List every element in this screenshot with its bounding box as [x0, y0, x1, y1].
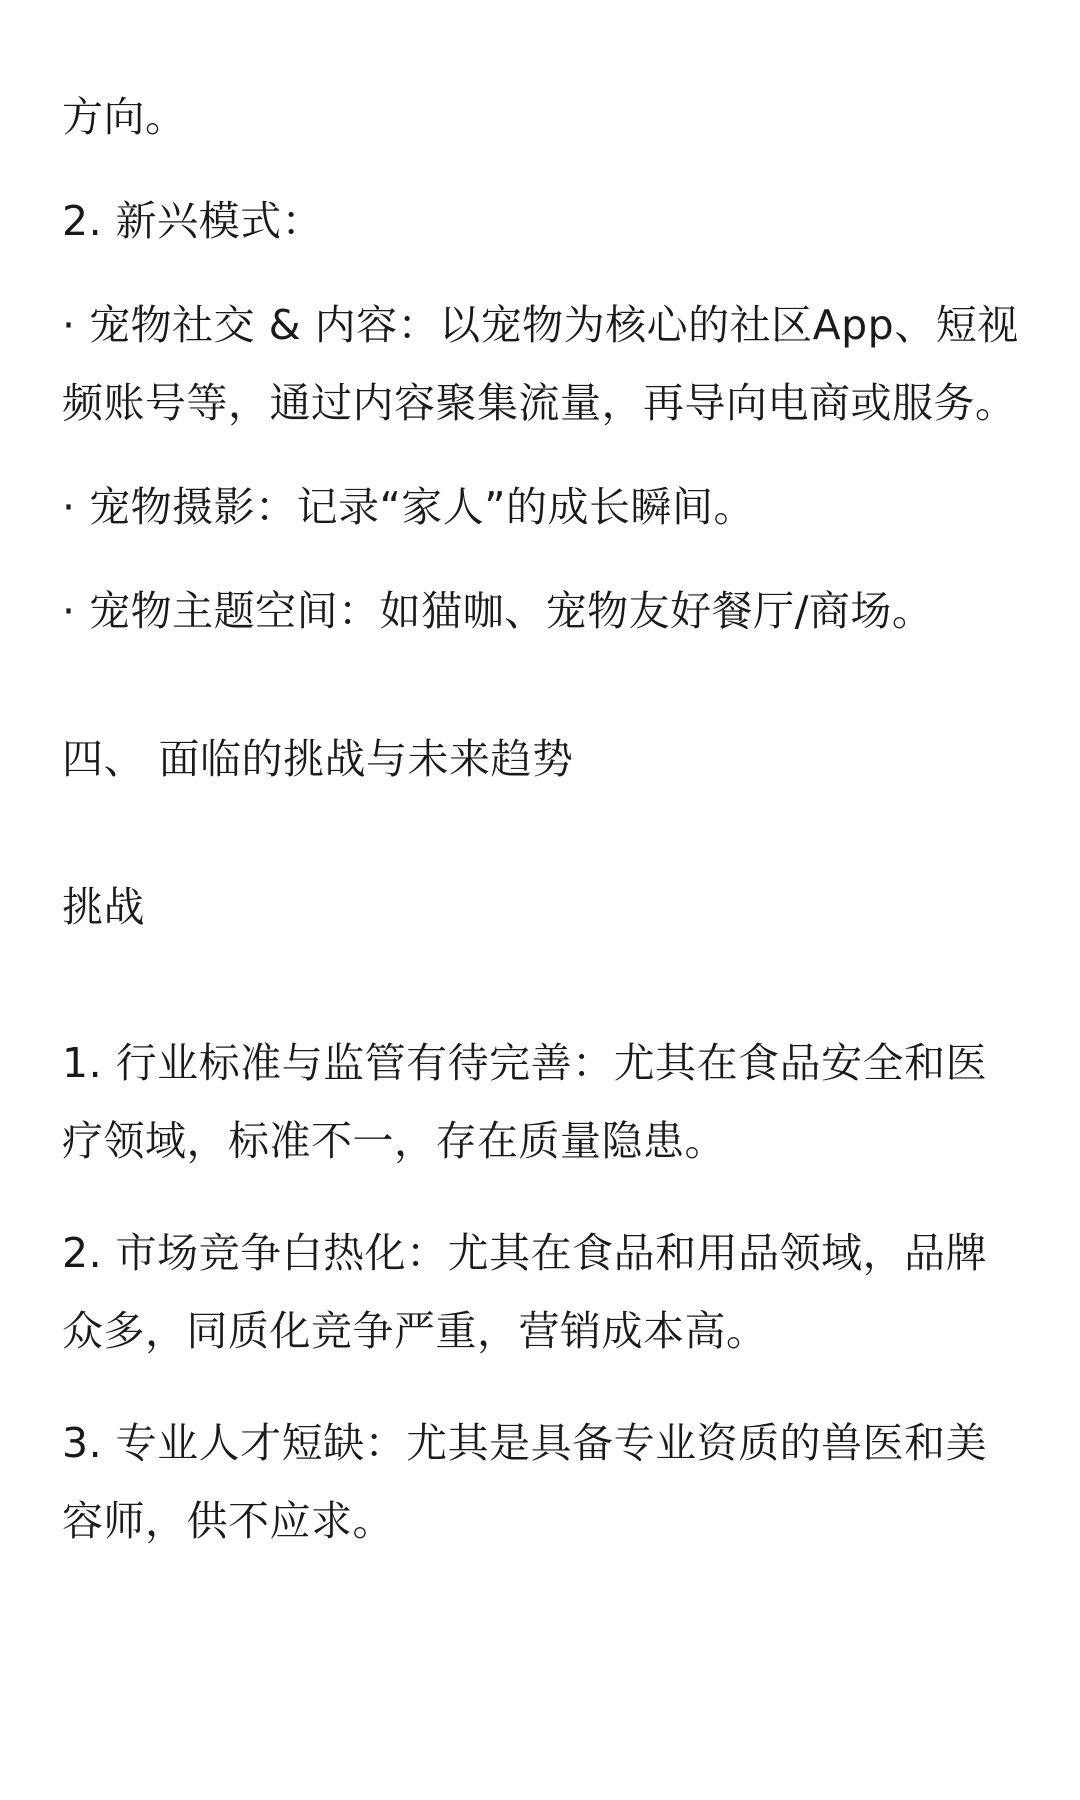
challenge-item-2: 2. 市场竞争白热化：尤其在食品和用品领域，品牌众多，同质化竞争严重，营销成本高。 — [62, 1229, 988, 1355]
challenge-item-3: 3. 专业人才短缺：尤其是具备专业资质的兽医和美容师，供不应求。 — [62, 1419, 988, 1545]
bullet-pet-theme-space: · 宠物主题空间：如猫咖、宠物友好餐厅/商场。 — [62, 587, 934, 635]
challenge-item-1: 1. 行业标准与监管有待完善：尤其在食品安全和医疗领域，标准不一，存在质量隐患。 — [62, 1039, 988, 1165]
paragraph-direction-tail: 方向。 — [62, 93, 187, 141]
bullet-pet-photography: · 宠物摄影：记录“家人”的成长瞬间。 — [62, 483, 756, 531]
emerging-models-heading: 2. 新兴模式： — [62, 197, 324, 245]
section-four-heading: 四、 面临的挑战与未来趋势 — [62, 735, 574, 783]
bullet-pet-social-content: · 宠物社交 & 内容：以宠物为核心的社区App、短视频账号等，通过内容聚集流量，再导向电商或服务。 — [62, 301, 1019, 427]
challenges-heading: 挑战 — [62, 883, 145, 931]
